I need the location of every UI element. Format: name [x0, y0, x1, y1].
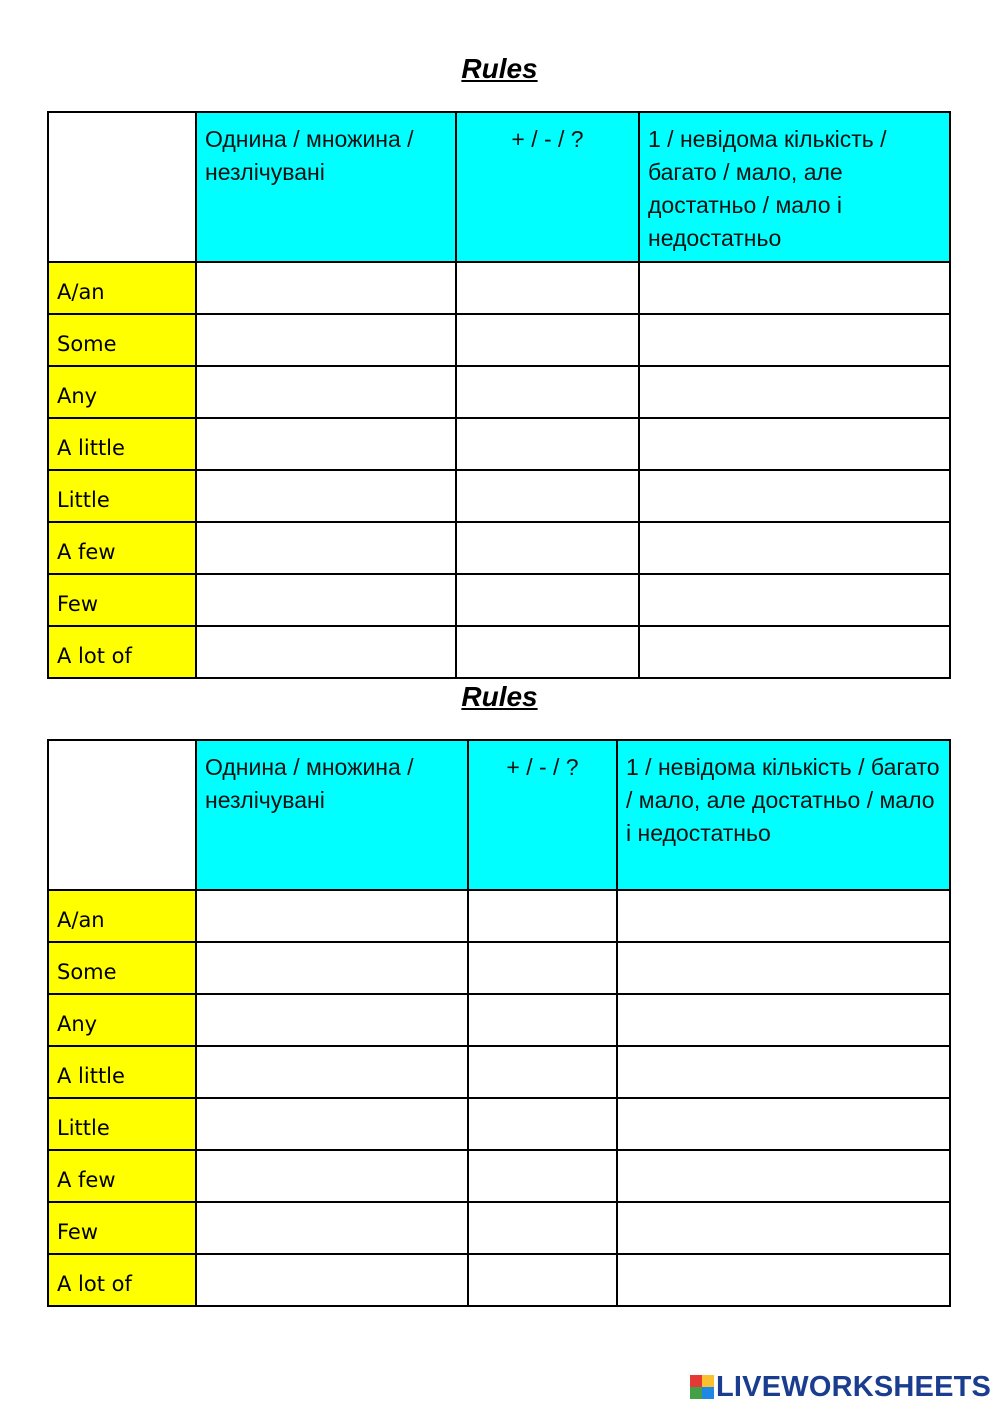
answer-cell[interactable] — [196, 994, 468, 1046]
answer-cell[interactable] — [617, 890, 950, 942]
table-row — [48, 418, 950, 470]
answer-cell[interactable] — [196, 418, 456, 470]
table-row — [48, 942, 950, 994]
answer-cell[interactable] — [617, 1098, 950, 1150]
table-header-row — [48, 740, 950, 890]
answer-cell[interactable] — [196, 1202, 468, 1254]
answer-cell[interactable] — [639, 418, 950, 470]
answer-cell[interactable] — [468, 1254, 617, 1306]
header-sentence-type: + / - / ? — [456, 112, 639, 262]
table-row — [48, 1150, 950, 1202]
table-row — [48, 522, 950, 574]
row-label: Any — [48, 994, 196, 1046]
table-row — [48, 1098, 950, 1150]
answer-cell[interactable] — [456, 418, 639, 470]
answer-cell[interactable] — [639, 470, 950, 522]
row-label: Few — [48, 574, 196, 626]
row-label: Any — [48, 366, 196, 418]
answer-cell[interactable] — [196, 1150, 468, 1202]
header-number-type: Однина / множина / незлічувані — [196, 740, 468, 890]
answer-cell[interactable] — [456, 522, 639, 574]
table-row — [48, 262, 950, 314]
answer-cell[interactable] — [639, 574, 950, 626]
answer-cell[interactable] — [639, 626, 950, 678]
answer-cell[interactable] — [196, 942, 468, 994]
row-label: A little — [48, 418, 196, 470]
answer-cell[interactable] — [456, 470, 639, 522]
answer-cell[interactable] — [617, 994, 950, 1046]
rules-table-2 — [47, 739, 951, 1307]
answer-cell[interactable] — [468, 1098, 617, 1150]
answer-cell[interactable] — [468, 942, 617, 994]
table-row — [48, 366, 950, 418]
liveworksheets-brand — [690, 1371, 991, 1403]
answer-cell[interactable] — [456, 262, 639, 314]
answer-cell[interactable] — [468, 994, 617, 1046]
liveworksheets-logo-icon — [690, 1375, 714, 1399]
brand-name: LIVEWORKSHEETS — [716, 1370, 992, 1403]
corner-cell — [48, 740, 196, 890]
rules-table-1 — [47, 111, 951, 679]
answer-cell[interactable] — [196, 262, 456, 314]
answer-cell[interactable] — [456, 626, 639, 678]
row-label: A little — [48, 1046, 196, 1098]
corner-cell — [48, 112, 196, 262]
table-header-row — [48, 112, 950, 262]
answer-cell[interactable] — [468, 1202, 617, 1254]
row-label: Some — [48, 942, 196, 994]
table-row — [48, 470, 950, 522]
answer-cell[interactable] — [196, 366, 456, 418]
answer-cell[interactable] — [196, 314, 456, 366]
header-quantity: 1 / невідома кількість / багато / мало, але достатньо / мало і недостатньо — [617, 740, 950, 890]
answer-cell[interactable] — [617, 942, 950, 994]
answer-cell[interactable] — [639, 262, 950, 314]
answer-cell[interactable] — [196, 1046, 468, 1098]
answer-cell[interactable] — [196, 626, 456, 678]
row-label: Few — [48, 1202, 196, 1254]
row-label: A lot of — [48, 626, 196, 678]
header-number-type: Однина / множина / незлічувані — [196, 112, 456, 262]
answer-cell[interactable] — [196, 890, 468, 942]
answer-cell[interactable] — [196, 470, 456, 522]
answer-cell[interactable] — [196, 522, 456, 574]
row-label: Little — [48, 1098, 196, 1150]
table-row — [48, 994, 950, 1046]
answer-cell[interactable] — [196, 1254, 468, 1306]
header-quantity: 1 / невідома кількість / багато / мало, але достатньо / мало і недостатньо — [639, 112, 950, 262]
row-label: Some — [48, 314, 196, 366]
table-row — [48, 1046, 950, 1098]
table-row — [48, 890, 950, 942]
answer-cell[interactable] — [196, 1098, 468, 1150]
answer-cell[interactable] — [639, 366, 950, 418]
rules-title-2: Rules — [461, 681, 538, 712]
table-row — [48, 574, 950, 626]
answer-cell[interactable] — [196, 574, 456, 626]
table-row — [48, 314, 950, 366]
answer-cell[interactable] — [468, 890, 617, 942]
answer-cell[interactable] — [617, 1150, 950, 1202]
answer-cell[interactable] — [617, 1254, 950, 1306]
row-label: A/an — [48, 262, 196, 314]
answer-cell[interactable] — [639, 522, 950, 574]
table-row — [48, 626, 950, 678]
answer-cell[interactable] — [639, 314, 950, 366]
answer-cell[interactable] — [468, 1046, 617, 1098]
answer-cell[interactable] — [617, 1202, 950, 1254]
answer-cell[interactable] — [468, 1150, 617, 1202]
answer-cell[interactable] — [456, 366, 639, 418]
row-label: A lot of — [48, 1254, 196, 1306]
row-label: A/an — [48, 890, 196, 942]
answer-cell[interactable] — [617, 1046, 950, 1098]
rules-title-1: Rules — [461, 53, 538, 84]
table-row — [48, 1202, 950, 1254]
row-label: A few — [48, 522, 196, 574]
row-label: Little — [48, 470, 196, 522]
answer-cell[interactable] — [456, 314, 639, 366]
header-sentence-type: + / - / ? — [468, 740, 617, 890]
answer-cell[interactable] — [456, 574, 639, 626]
row-label: A few — [48, 1150, 196, 1202]
table-row — [48, 1254, 950, 1306]
